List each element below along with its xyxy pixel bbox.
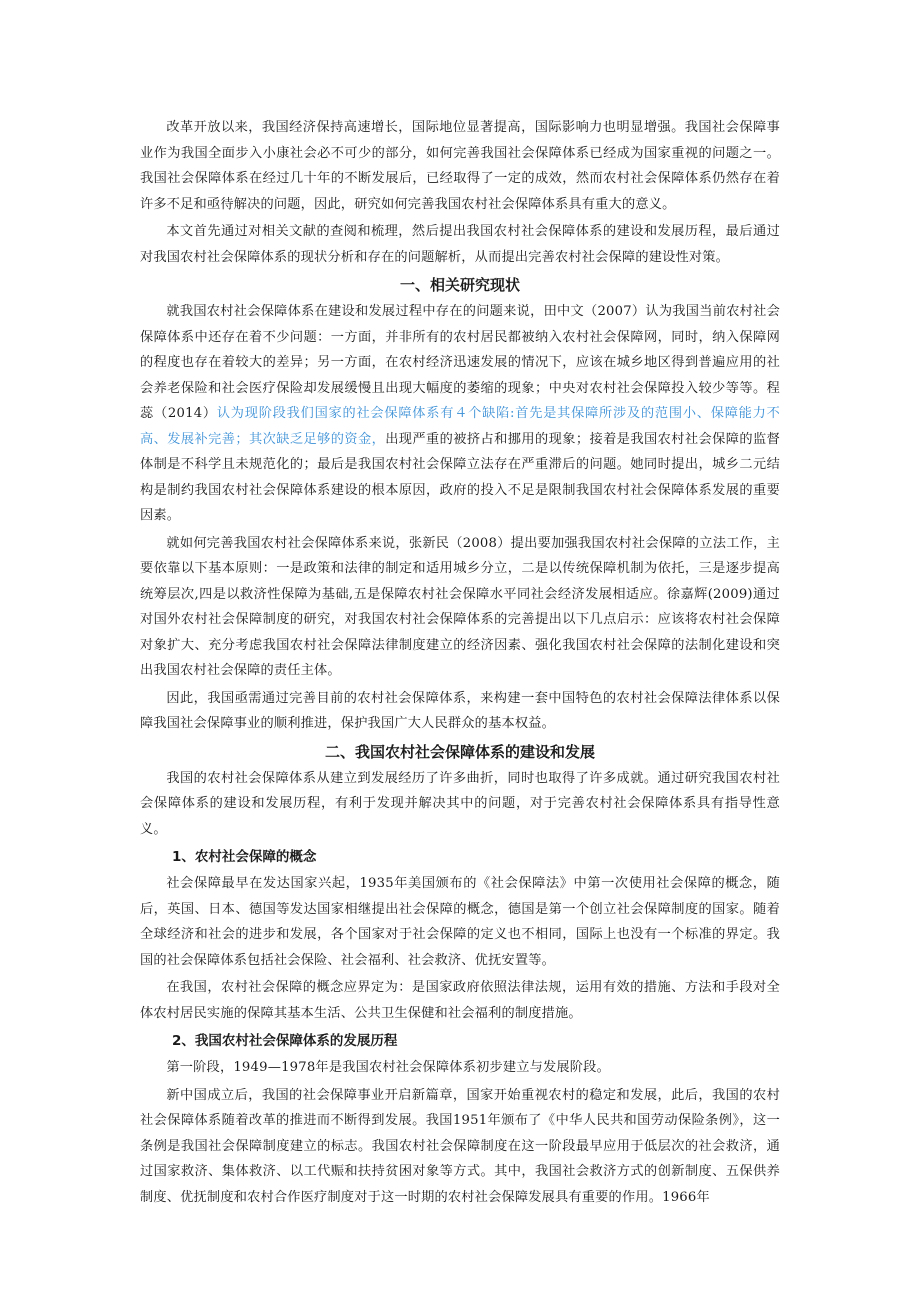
intro-paragraph-2: 本文首先通过对相关文献的查阅和梳理，然后提出我国农村社会保障体系的建设和发展历程，最后通过对我国农村社会保障体系的现状分析和存在的问题解析，从而提出完善农村社会保障的建设性对策。 [140,224,780,265]
section-2-paragraph-1: 我国的农村社会保障体系从建立到发展经历了许多曲折，同时也取得了许多成就。通过研究我国农村社会保障体系的建设和发展历程，有利于发现并解决其中的问题，对于完善农村社会保障体系具有指导性意义。 [140,770,780,837]
section-1-paragraph-2: 就如何完善我国农村社会保障体系来说，张新民（2008）提出要加强我国农村社会保障的立法工作，主要依靠以下基本原则：一是政策和法律的制定和适用城乡分立，二是以传统保障机制为依托，三是逐步提高统筹层次,四是以救济性保障为基础,五是保障农村社会保障水平同社会经济发展相适应。徐嘉辉(2009)通过对国外农村社会保障制度的研究，对我国农村社会保障体系的完善提出以下几点启示：应该将农村社会保障对象扩大、充分考虑我国农村社会保障法律制度建立的经济因素、强化我国农村社会保障的法制化建设和突出我国农村社会保障的责任主体。 [140,535,780,678]
subsection-1-paragraph-1: 社会保障最早在发达国家兴起，1935年美国颁布的《社会保障法》中第一次使用社会保障的概念，随后，英国、日本、德国等发达国家相继提出社会保障的概念，德国是第一个创立社会保障制度的国家。随着全球经济和社会的进步和发展，各个国家对于社会保障的定义也不相同，国际上也没有一个标准的界定。我国的社会保障体系包括社会保险、社会福利、社会救济、优抚安置等。 [140,876,780,968]
subsection-2-paragraph-1: 第一阶段，1949—1978年是我国农村社会保障体系初步建立与发展阶段。 [166,1060,610,1075]
section-1-paragraph-1 [140,299,780,529]
section-2-heading: 二、我国农村社会保障体系的建设和发展 [324,742,595,761]
section-1-paragraph-3: 因此，我国亟需通过完善目前的农村社会保障体系，来构建一套中国特色的农村社会保障法律体系以保障我国社会保障事业的顺利推进，保护我国广大人民群众的基本权益。 [140,690,780,731]
intro-paragraph-1: 改革开放以来，我国经济保持高速增长，国际地位显著提高，国际影响力也明显增强。我国社会保障事业作为我国全面步入小康社会必不可少的部分，如何完善我国社会保障体系已经成为国家重视的问题之一。我国社会保障体系在经过几十年的不断发展后，已经取得了一定的成效，然而农村社会保障体系仍然存在着许多不足和亟待解决的问题，因此，研究如何完善我国农村社会保障体系具有重大的意义。 [140,120,780,212]
subsection-2-paragraph-2: 新中国成立后，我国的社会保障事业开启新篇章，国家开始重视农村的稳定和发展，此后，我国的农村社会保障体系随着改革的推进而不断得到发展。我国1951年颁布了《中华人民共和国劳动保险条例》，这一条例是我国社会保障制度建立的标志。我国农村社会保障制度在这一阶段最早应用于低层次的社会救济，通过国家救济、集体救济、以工代赈和扶持贫困对象等方式。其中，我国社会救济方式的创新制度、五保供养制度、优抚制度和农村合作医疗制度对于这一时期的农村社会保障发展具有重要的作用。1966年 [140,1087,780,1205]
section-1-paragraph-1-text-a: 就我国农村社会保障体系在建设和发展过程中存在的问题来说，田中文（2007）认为我国当前农村社会保障体系中还存在着不少问题：一方面，并非所有的农村居民都被纳入农村社会保障网，同时，纳入保障网的程度也存在着较大的差异；另一方面，在农村经济迅速发展的情况下，应该在城乡地区得到普遍应用的社会养老保险和社会医疗保险却发展缓慢且出现大幅度的萎缩的现象；中央对农村社会保障投入较少等等。程蕊（2014） [140,304,780,421]
subsection-2-heading: 2、我国农村社会保障体系的发展历程 [172,1033,398,1049]
section-1-paragraph-1-highlight: 认为现阶段我们国家的社会保障体系有４个缺陷:首先是其保障所涉及的范围小、保障能力不高、发展补完善；其次缺乏足够的资金， [140,406,780,447]
subsection-1-heading: 1、农村社会保障的概念 [172,849,317,865]
section-1-paragraph-1-text-b: 出现严重的被挤占和挪用的现象；接着是我国农村社会保障的监督体制是不科学且未规范化的；最后是我国农村社会保障立法存在严重滞后的问题。她同时提出，城乡二元结构是制约我国农村社会保障体系建设的根本原因，政府的投入不足是限制我国农村社会保障体系发展的重要因素。 [140,431,780,523]
subsection-1-paragraph-2: 在我国，农村社会保障的概念应界定为：是国家政府依照法律法规，运用有效的措施、方法和手段对全体农村居民实施的保障其基本生活、公共卫生保健和社会福利的制度措施。 [140,980,780,1021]
section-1-heading: 一、相关研究现状 [399,276,520,294]
document-page [140,115,780,1212]
